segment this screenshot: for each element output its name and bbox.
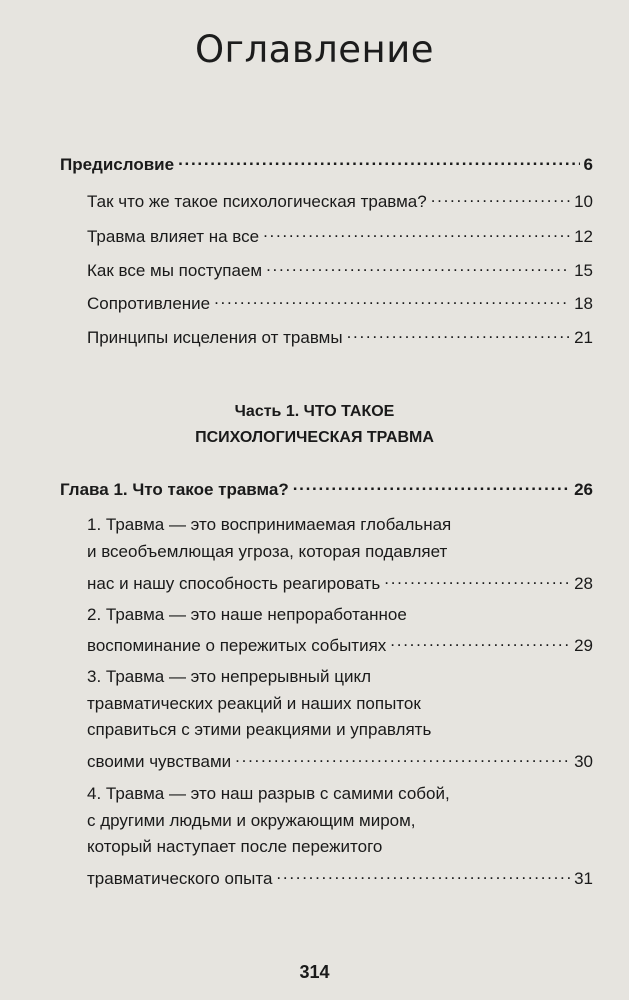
leader-dots bbox=[266, 256, 570, 276]
part-heading-line1: Часть 1. ЧТО ТАКОЕ bbox=[234, 403, 395, 420]
toc-page-number: 26 bbox=[574, 480, 593, 499]
toc-entry-label: Глава 1. Что такое травма? bbox=[60, 480, 289, 499]
toc-entry-label: Травма влияет на все bbox=[87, 227, 260, 246]
leader-dots bbox=[431, 187, 570, 207]
leader-dots bbox=[390, 631, 570, 651]
toc-subentry-line: и всеобъемлющая угроза, которая подавляет bbox=[87, 542, 448, 561]
leader-dots bbox=[384, 569, 570, 589]
toc-entry-label: Так что же такое психологическая травма? bbox=[87, 192, 427, 211]
toc-subentry bbox=[87, 631, 593, 656]
toc-entry-label: травматического опыта bbox=[87, 869, 273, 888]
toc-page-number: 6 bbox=[583, 155, 593, 174]
toc-entry-label: Сопротивление bbox=[87, 294, 211, 313]
toc-entry-chapter-1 bbox=[60, 475, 593, 500]
toc-subentry-line: с другими людьми и окружающим миром, bbox=[87, 811, 416, 830]
toc-subentry bbox=[87, 569, 593, 594]
leader-dots bbox=[178, 150, 579, 170]
toc-subentry bbox=[87, 864, 593, 889]
page-number: 314 bbox=[299, 962, 330, 982]
toc-page-number: 30 bbox=[574, 752, 593, 771]
leader-dots bbox=[276, 864, 570, 884]
toc-subentry bbox=[87, 222, 593, 247]
toc-subentry-line: 4. Травма — это наш разрыв с самими собой, bbox=[87, 784, 450, 803]
toc-subentry bbox=[87, 289, 593, 314]
toc-page-number: 12 bbox=[574, 227, 593, 246]
toc-entry-label: Предисловие bbox=[60, 155, 175, 174]
part-heading-line2: ПСИХОЛОГИЧЕСКАЯ ТРАВМА bbox=[195, 429, 434, 446]
toc-page-number: 18 bbox=[574, 294, 593, 313]
toc-entry-label: Как все мы поступаем bbox=[87, 261, 263, 280]
toc-subentry-line: который наступает после пережитого bbox=[87, 837, 383, 856]
toc-subentry bbox=[87, 256, 593, 281]
toc-page-number: 28 bbox=[574, 574, 593, 593]
toc-page-number: 31 bbox=[574, 869, 593, 888]
toc-page-number: 21 bbox=[574, 328, 593, 347]
toc-entry-label: Принципы исцеления от травмы bbox=[87, 328, 343, 347]
toc-subentry-line: 3. Травма — это непрерывный цикл bbox=[87, 667, 372, 686]
toc-page-number: 15 bbox=[574, 261, 593, 280]
toc-subentry bbox=[87, 747, 593, 772]
toc-page-number: 10 bbox=[574, 192, 593, 211]
toc-entry-label: нас и нашу способность реагировать bbox=[87, 574, 381, 593]
toc-entry-preface bbox=[60, 150, 593, 175]
page-title: Оглавление bbox=[194, 28, 435, 71]
toc-entry-label: воспоминание о пережитых событиях bbox=[87, 636, 387, 655]
leader-dots bbox=[263, 222, 570, 242]
toc-subentry-line: справиться с этими реакциями и управлять bbox=[87, 720, 432, 739]
leader-dots bbox=[214, 289, 570, 309]
toc-subentry-line: 2. Травма — это наше непроработанное bbox=[87, 605, 407, 624]
toc-page-number: 29 bbox=[574, 636, 593, 655]
leader-dots bbox=[347, 323, 570, 343]
leader-dots bbox=[235, 747, 570, 767]
toc-subentry bbox=[87, 187, 593, 212]
toc-subentry-line: травматических реакций и наших попыток bbox=[87, 694, 421, 713]
toc-entry-label: своими чувствами bbox=[87, 752, 232, 771]
toc-subentry-line: 1. Травма — это воспринимаемая глобальная bbox=[87, 515, 452, 534]
toc-subentry bbox=[87, 323, 593, 348]
leader-dots bbox=[293, 475, 570, 495]
